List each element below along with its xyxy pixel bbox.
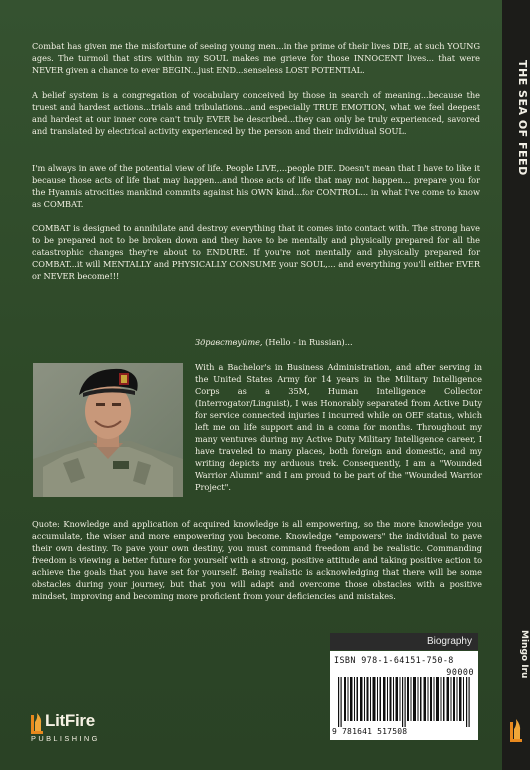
blurb-paragraph-2: A belief system is a congregation of vocabulary conceived by those in search of meaning...because the truest and hardest actions...trials and tribulations...and especially TRUE EMOTION, what we feel deepest and hardest at our inner core can't truly EVER be described...they can only be truly experienced, savored and translated by electrical activity experienced by the person and their individual SOUL. <box>32 90 480 136</box>
spine-author: Mingo Iru <box>519 630 529 679</box>
publisher-name: LitFire <box>45 711 95 730</box>
author-photo <box>33 363 183 497</box>
author-bio: With a Bachelor's in Business Administration, and after serving in the United States Army for 14 years in the Military Intelligence Corps as a 35M, Human Intelligence Collector (Interrogator/Linguist), I was Honorably separated from Active Duty for service connected injuries I incurred while on OEF status, which left me on life support and in a coma for months. Throughout my many ventures during my Active Duty Military Intelligence career, I have traveled to many places, both foreign and domestic, and my writing depicts my arduous trek. Consequently, I am a "Wounded Warrior Alumni" and I am proud to be part of the "Wounded Warrior Project". <box>195 362 482 492</box>
blurb-paragraph-4: COMBAT is designed to annihilate and destroy everything that it comes into contact with. The strong have to be prepared not to be broken down and they have to be mentally and physically prepared for all the catastrophic changes they're about to ENDURE. If you're not mentally and physically prepared for COMBAT...it will MENTALLY and PHYSICALLY CONSUME your SOUL,... and everything you'll either EVER or NEVER become!!! <box>32 223 480 281</box>
author-quote: Quote: Knowledge and application of acquired knowledge is all empowering, so the more knowledge you accumulate, the wiser and more empowering you become. Knowledge "empowers" the individual to pave their own destiny. To pave your own destiny, you must command freedom and be realistic. Commanding freedom is viewing a better future for yourself with a strong, positive attitude and taking positive action to achieve the goals that you have set for yourself. Being realistic is acknowledging that there will be some obstacles during your journey, but that you will adapt and overcome those obstacles with a positive mindset, improving and becoming more proficient from your deficiencies and mistakes. <box>32 519 482 601</box>
greeting-line <box>195 336 353 348</box>
blurb-paragraph-3: I'm always in awe of the potential view of life. People LIVE,...people DIE. Doesn't mean that I have to like it because those acts of life that may happen...and those acts of life that may not happen... prepare you for the Hyannis atrocities mankind commits against his OWN kind...for CONTROL... in what I've come to know as COMBAT. <box>32 163 480 209</box>
barcode-bars <box>336 677 472 727</box>
flame-icon <box>30 712 44 734</box>
greeting-russian: Здравствуйте, <box>195 337 263 347</box>
spine-title: THE SEA OF FEED <box>516 60 529 176</box>
isbn-number: ISBN 978-1-64151-750-8 <box>334 655 454 665</box>
greeting-translation: (Hello - in Russian)... <box>262 337 353 347</box>
genre-label: Biography <box>330 633 478 650</box>
blurb-paragraph-1: Combat has given me the misfortune of seeing young men...in the prime of their lives DIE, at such YOUNG ages. The turmoil that stirs within my SOUL makes me grieve for those INNOCENT lives... that were NEVER given a chance to ever BEGIN...just END...senseless LOST POTENTIAL. <box>32 41 480 75</box>
publisher-logo <box>30 712 130 746</box>
price-code: 90000 <box>446 667 474 677</box>
isbn-barcode <box>330 651 478 740</box>
spine-publisher-icon <box>509 718 523 742</box>
publisher-tagline: PUBLISHING <box>31 734 100 743</box>
ean-number: 9 781641 517508 <box>332 727 408 736</box>
